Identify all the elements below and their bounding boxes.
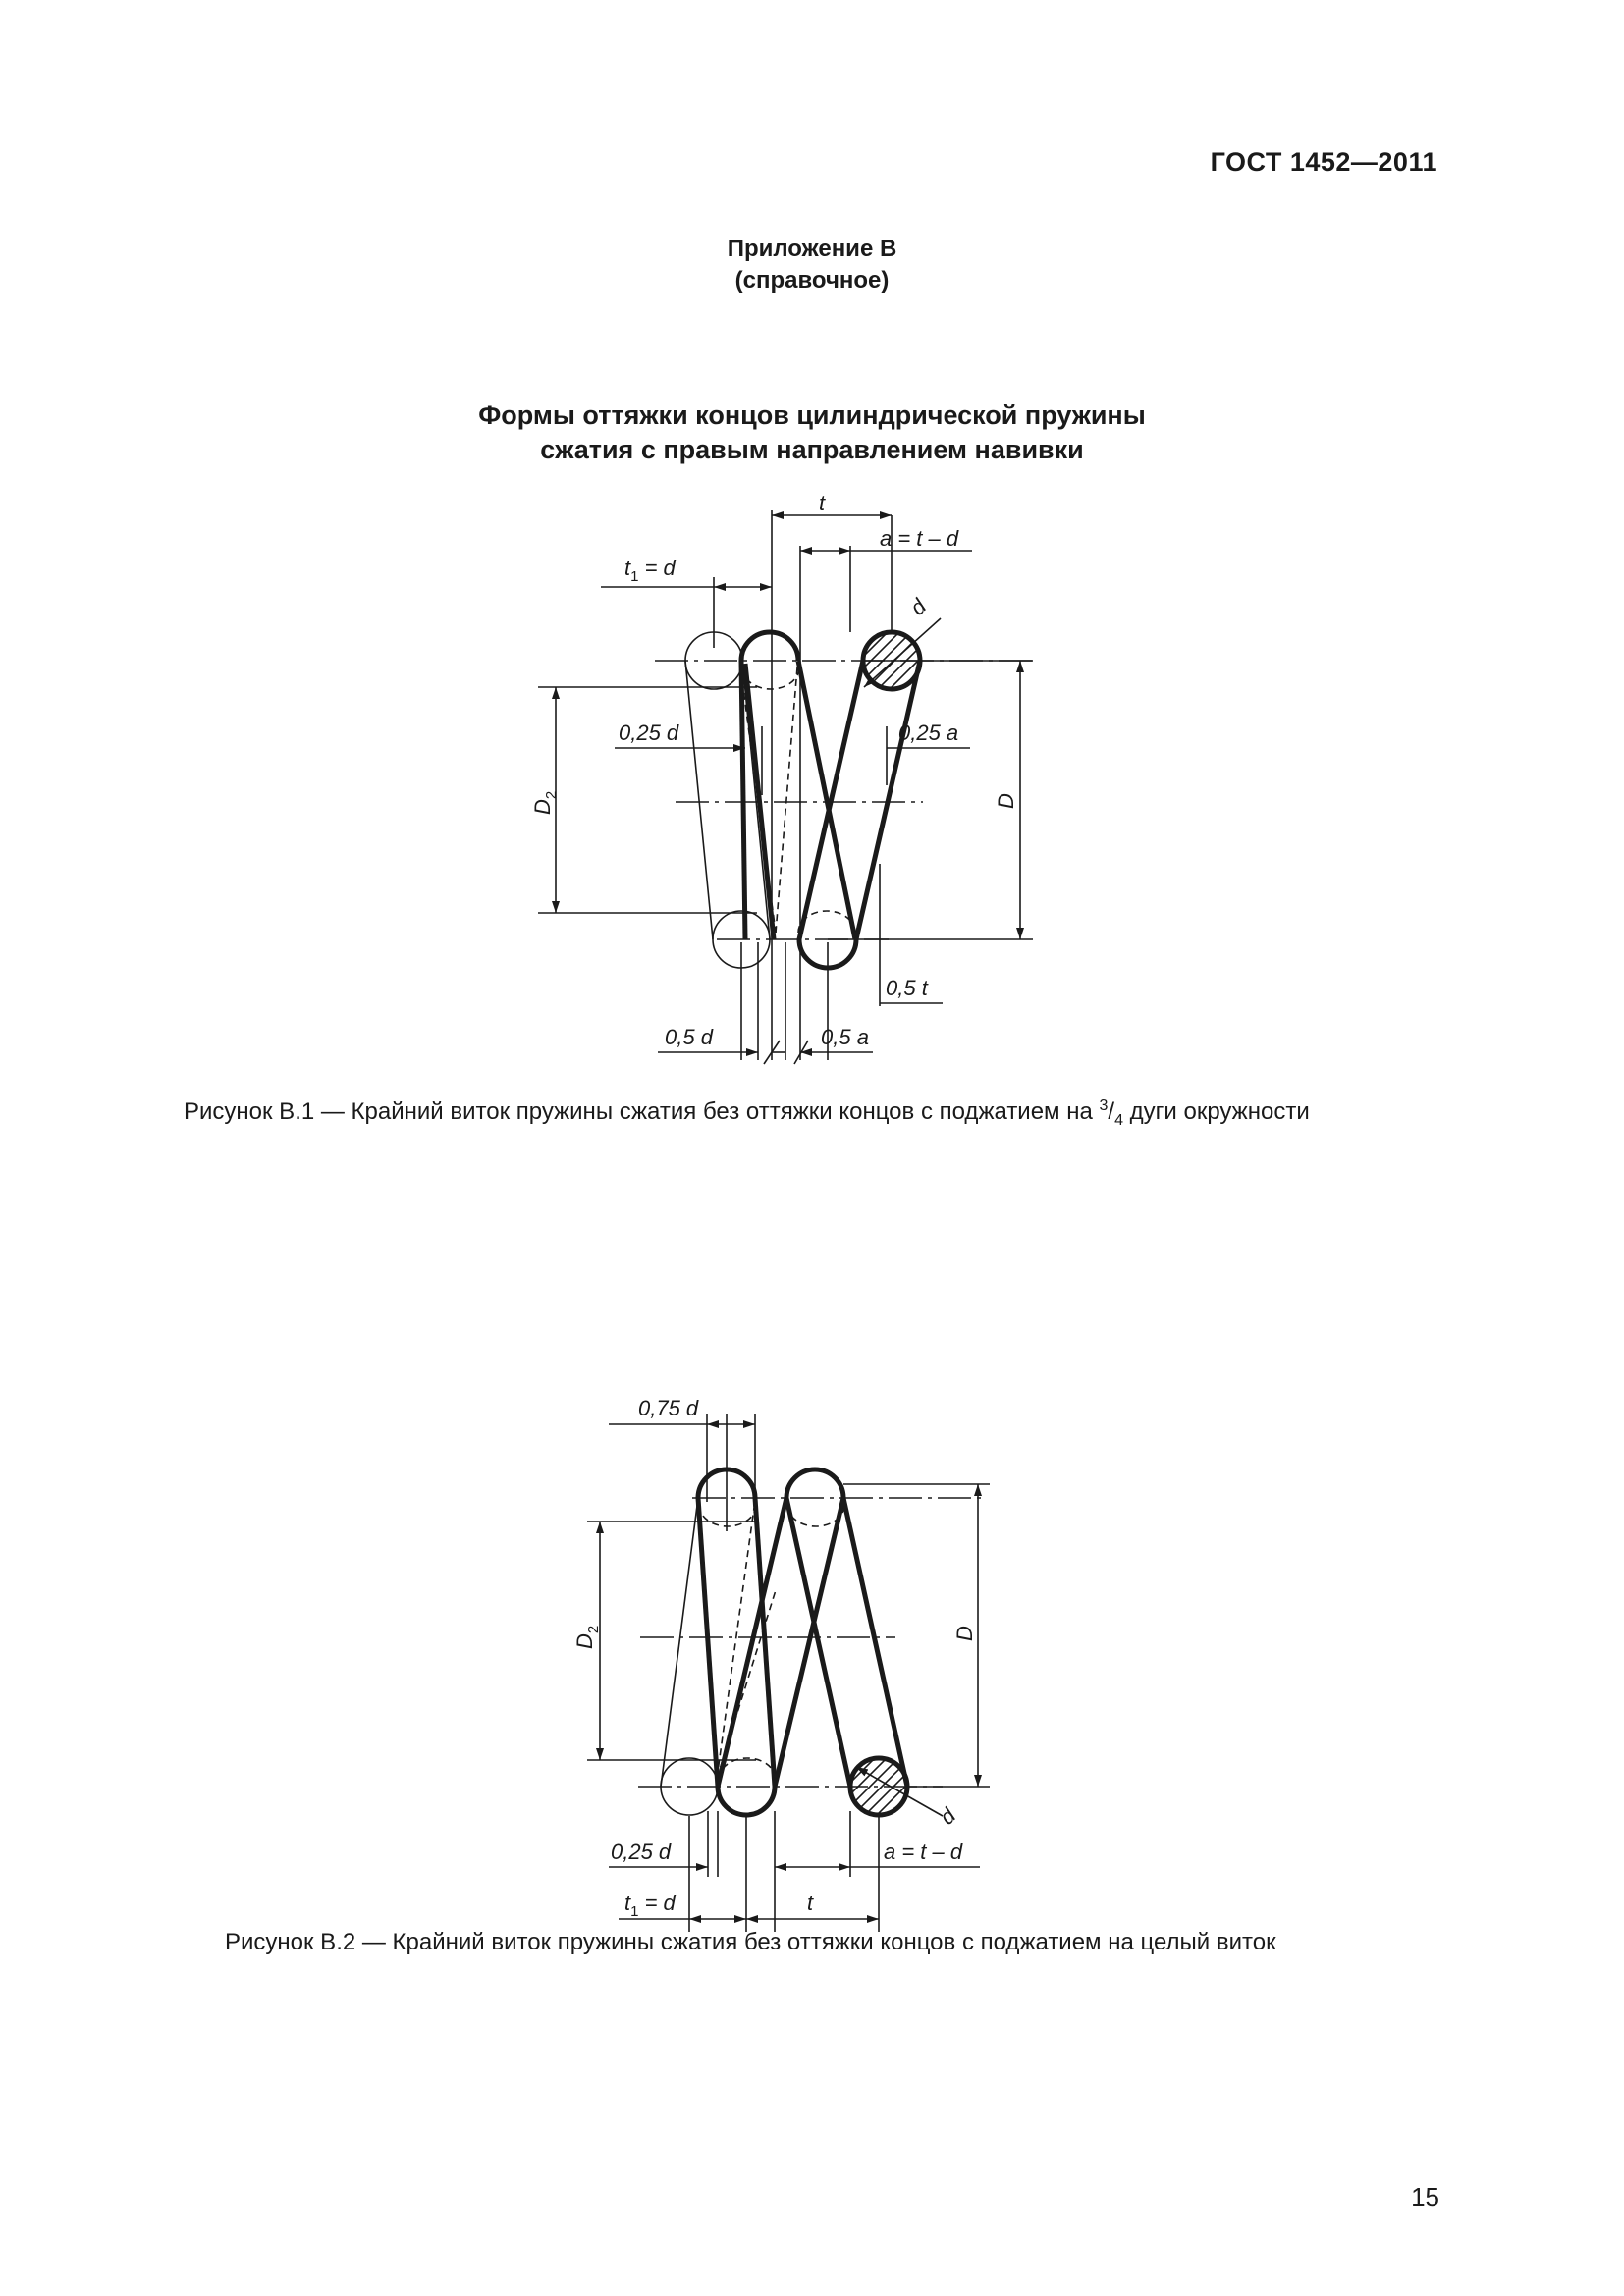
figure1-caption: Рисунок В.1 — Крайний виток пружины сжатия без оттяжки концов с поджатием на $^3/_4$ дуги окружности: [184, 1097, 1310, 1129]
section-title-line2: сжатия с правым направлением навивки: [540, 435, 1084, 464]
fig2-label-D2: $D_2$: [572, 1625, 602, 1649]
fig1-label-t: t: [819, 491, 826, 515]
document-header-standard: ГОСТ 1452—2011: [1210, 147, 1437, 177]
fig1-label-05d: 0,5 d: [665, 1025, 713, 1049]
fig2-coil-bottom: [718, 1787, 775, 1815]
fig1-coil-top: [741, 632, 798, 661]
fig2-label-t1: $t_1 = d$: [624, 1891, 676, 1920]
page-number: 15: [1411, 2182, 1439, 2212]
fig2-label-d: d: [934, 1803, 961, 1830]
fig1-label-a-eq: a = t – d: [880, 526, 959, 551]
fig1-label-05t: 0,5 t: [886, 976, 928, 1000]
fig2-coil-top-right: [786, 1469, 843, 1498]
fig1-label-D: D: [994, 793, 1018, 809]
annex-title: Приложение В: [727, 236, 897, 262]
fig2-label-025d: 0,25 d: [611, 1840, 672, 1864]
figure2-caption: Рисунок В.2 — Крайний виток пружины сжатия без оттяжки концов с поджатием на целый виток: [225, 1929, 1276, 1955]
figure1-drawing: [530, 491, 1033, 1064]
fig1-label-05a: 0,5 a: [821, 1025, 869, 1049]
fig1-label-025a: 0,25 a: [898, 721, 959, 745]
fig2-label-D: D: [952, 1626, 977, 1641]
fig1-label-025d: 0,25 d: [619, 721, 679, 745]
fig2-label-075d: 0,75 d: [638, 1396, 699, 1420]
annex-note: (справочное): [734, 267, 890, 294]
figure2-drawing: [572, 1396, 990, 1932]
fig1-label-d: d: [904, 594, 932, 620]
fig2-label-t: t: [807, 1891, 814, 1915]
fig1-label-t1: $t_1 = d$: [624, 556, 676, 585]
fig1-label-D2: $D_2$: [530, 790, 560, 815]
section-title-line1: Формы оттяжки концов цилиндрической пружины: [478, 400, 1146, 430]
fig2-label-a-eq: a = t – d: [884, 1840, 963, 1864]
